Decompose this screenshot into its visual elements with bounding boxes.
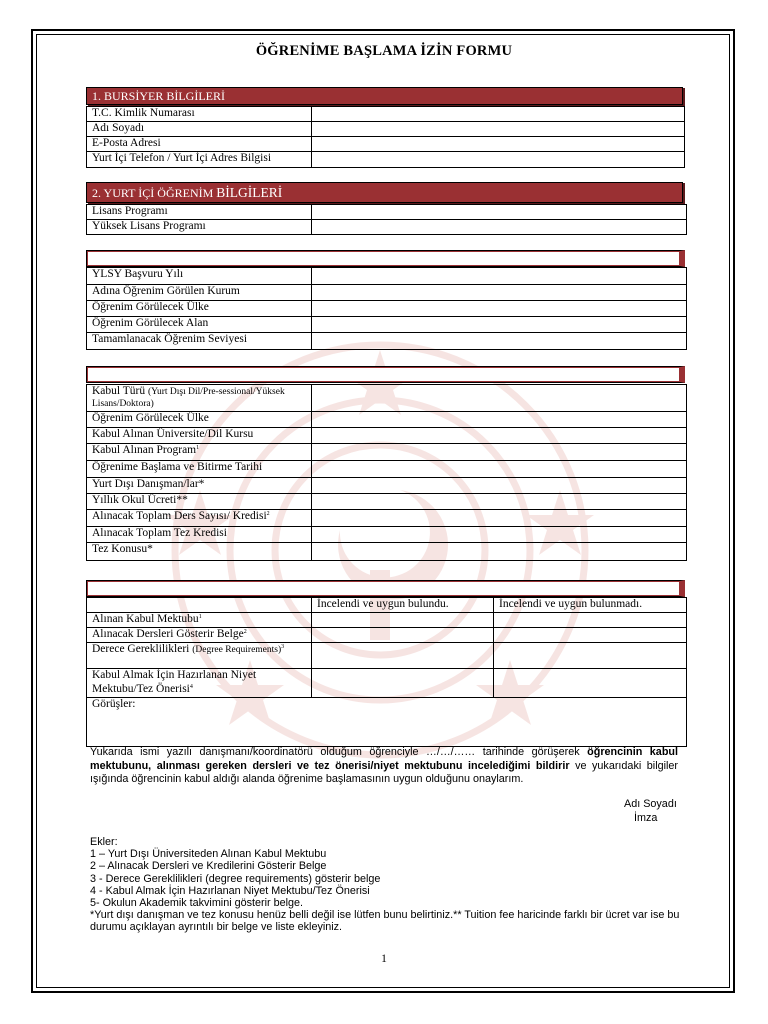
paragraph-bold: öğrencinin kabul mektubunu, alınması gereken dersleri ve tez önerisi/niyet mektubunu incelediğimi bildirir <box>90 746 679 772</box>
section-3-header <box>86 250 685 267</box>
section-5-table <box>86 597 687 747</box>
input-okul-ucreti[interactable] <box>312 494 687 510</box>
gorusler-field[interactable] <box>87 698 687 747</box>
label-okul-ucreti: Yıllık Okul Ücreti** <box>87 494 312 510</box>
label-tez-konusu: Tez Konusu* <box>87 543 312 561</box>
ekler-block <box>90 836 680 934</box>
section-4-table <box>86 384 687 561</box>
ekler-item-1: 1 – Yurt Dışı Üniversiteden Alınan Kabul Mektubu <box>90 848 327 861</box>
check-niyet-mektubu-ok[interactable] <box>312 669 494 698</box>
kabul-turu-note: (Yurt Dışı Dil/Pre-sessional/Yüksek Lisans/Doktora) <box>92 387 285 409</box>
gorusler-label: Görüşler: <box>92 698 136 710</box>
section-5-header <box>86 580 685 597</box>
niyet-mektubu-footnote: 4 <box>189 683 193 690</box>
label-telefon-adres: Yurt İçi Telefon / Yurt İçi Adres Bilgisi <box>87 152 312 168</box>
section-1-header <box>86 87 683 105</box>
label-derece <box>87 643 312 669</box>
col-uygun-bulundu: İncelendi ve uygun bulundu. <box>312 598 494 613</box>
program-footnote: 1 <box>196 445 200 451</box>
label-kabul-turu <box>87 385 312 412</box>
input-telefon-adres[interactable] <box>312 152 685 168</box>
section-1-table <box>86 106 685 168</box>
section-2-header-prefix: 2. YURT İÇİ ÖĞRENİM <box>92 186 214 200</box>
input-ogrenim-ulke[interactable] <box>312 412 687 428</box>
section-3-table <box>86 267 687 350</box>
page-number: 1 <box>381 953 387 965</box>
label-tarih: Öğrenime Başlama ve Bitirme Tarihi <box>87 461 312 478</box>
ders-sayisi-footnote: 2 <box>266 511 270 517</box>
derece-note: (Degree Requirements) <box>192 645 282 655</box>
input-kurum[interactable] <box>312 285 687 301</box>
program-text: Kabul Alınan Program <box>92 444 197 456</box>
approval-paragraph <box>90 746 678 787</box>
label-ders-sayisi <box>87 510 312 527</box>
kabul-turu-text: Kabul Türü <box>92 385 146 397</box>
niyet-mektubu-text: Kabul Almak İçin Hazırlanan Niyet Mektubu/Tez Önerisi <box>92 669 257 695</box>
label-danisman: Yurt Dışı Danışman/lar* <box>87 478 312 494</box>
ekler-item-3: 3 - Derece Gereklilikleri (degree requirements) gösterir belge <box>90 872 381 885</box>
input-seviye[interactable] <box>312 333 687 350</box>
kabul-mektubu-text: Alınan Kabul Mektubu <box>92 613 199 625</box>
input-eposta[interactable] <box>312 137 685 152</box>
check-dersler-belge-ok[interactable] <box>312 628 494 643</box>
ekler-title: Ekler: <box>90 836 118 848</box>
label-tc-kimlik: T.C. Kimlik Numarası <box>87 107 312 122</box>
input-lisans[interactable] <box>312 205 687 220</box>
label-kurum: Adına Öğrenim Görülen Kurum <box>87 285 312 301</box>
ekler-item-4: 4 - Kabul Almak İçin Hazırlanan Niyet Mektubu/Tez Önerisi <box>90 884 370 897</box>
input-ders-sayisi[interactable] <box>312 510 687 527</box>
input-program[interactable] <box>312 444 687 461</box>
ekler-item-5: 5- Okulun Akademik takvimini gösterir belge. <box>90 897 304 910</box>
check-derece-notok[interactable] <box>494 643 687 669</box>
label-ulke: Öğrenim Görülecek Ülke <box>87 301 312 317</box>
label-program <box>87 444 312 461</box>
input-alan[interactable] <box>312 317 687 333</box>
label-lisans: Lisans Programı <box>87 205 312 220</box>
label-alan: Öğrenim Görülecek Alan <box>87 317 312 333</box>
label-tez-kredisi: Alınacak Toplam Tez Kredisi <box>87 527 312 543</box>
derece-footnote: 3 <box>281 644 285 650</box>
input-ylsy-yili[interactable] <box>312 268 687 285</box>
blank-header-cell <box>87 598 312 613</box>
input-tc-kimlik[interactable] <box>312 107 685 122</box>
label-kabul-mektubu <box>87 613 312 628</box>
check-kabul-mektubu-ok[interactable] <box>312 613 494 628</box>
label-adi-soyadi: Adı Soyadı <box>87 122 312 137</box>
ders-sayisi-text: Alınacak Toplam Ders Sayısı/ Kredisi <box>92 510 267 522</box>
section-2-header <box>86 182 683 203</box>
col-uygun-bulunmadi: İncelendi ve uygun bulunmadı. <box>494 598 687 613</box>
input-ulke[interactable] <box>312 301 687 317</box>
label-niyet-mektubu <box>87 669 312 698</box>
form-title: ÖĞRENİME BAŞLAMA İZİN FORMU <box>255 43 513 59</box>
label-universite: Kabul Alınan Üniversite/Dil Kursu <box>87 428 312 444</box>
ekler-item-2: 2 – Alınacak Dersleri ve Kredilerini Gösterir Belge <box>90 860 327 873</box>
input-adi-soyadi[interactable] <box>312 122 685 137</box>
signature-sign: İmza <box>634 812 658 824</box>
label-dersler-belge <box>87 628 312 643</box>
check-kabul-mektubu-notok[interactable] <box>494 613 687 628</box>
section-4-header <box>86 366 685 383</box>
check-dersler-belge-notok[interactable] <box>494 628 687 643</box>
paragraph-part1: Yukarıda ismi yazılı danışmanı/koordinatörü olduğum öğrenciyle …/…/…… tarihinde görüşerek <box>90 746 588 758</box>
dersler-belge-footnote: 2 <box>243 629 247 635</box>
dersler-belge-text: Alınacak Dersleri Gösterir Belge <box>92 628 244 640</box>
input-yuksek-lisans[interactable] <box>312 220 687 235</box>
label-yuksek-lisans: Yüksek Lisans Programı <box>87 220 312 235</box>
label-seviye: Tamamlanacak Öğrenim Seviyesi <box>87 333 312 350</box>
section-2-header-suffix: BİLGİLERİ <box>216 185 283 200</box>
input-tez-konusu[interactable] <box>312 543 687 561</box>
label-eposta: E-Posta Adresi <box>87 137 312 152</box>
input-danisman[interactable] <box>312 478 687 494</box>
label-ylsy-yili: YLSY Başvuru Yılı <box>87 268 312 285</box>
signature-name: Adı Soyadı <box>624 798 677 810</box>
check-niyet-mektubu-notok[interactable] <box>494 669 687 698</box>
section-2-table <box>86 204 687 235</box>
input-universite[interactable] <box>312 428 687 444</box>
input-tarih[interactable] <box>312 461 687 478</box>
label-ogrenim-ulke: Öğrenim Görülecek Ülke <box>87 412 312 428</box>
derece-text: Derece Gereklilikleri <box>92 643 190 655</box>
section-1-header-text: 1. BURSİYER BİLGİLERİ <box>92 89 225 103</box>
input-kabul-turu[interactable] <box>312 385 687 412</box>
input-tez-kredisi[interactable] <box>312 527 687 543</box>
kabul-mektubu-footnote: 1 <box>198 614 202 620</box>
ekler-note: *Yurt dışı danışman ve tez konusu henüz belli değil ise lütfen bunu belirtiniz.** Tuition fee haricinde farklı bir ücret var ise bu durumu açıklayan ayrıntılı bir belge ve liste ekleyiniz. <box>90 909 680 934</box>
check-derece-ok[interactable] <box>312 643 494 669</box>
paragraph-part2: ve yukarıdaki bilgiler ışığında öğrencinin kabul aldığı alanda öğrenime başlamasının uygun olduğunu onaylarım. <box>90 759 678 785</box>
